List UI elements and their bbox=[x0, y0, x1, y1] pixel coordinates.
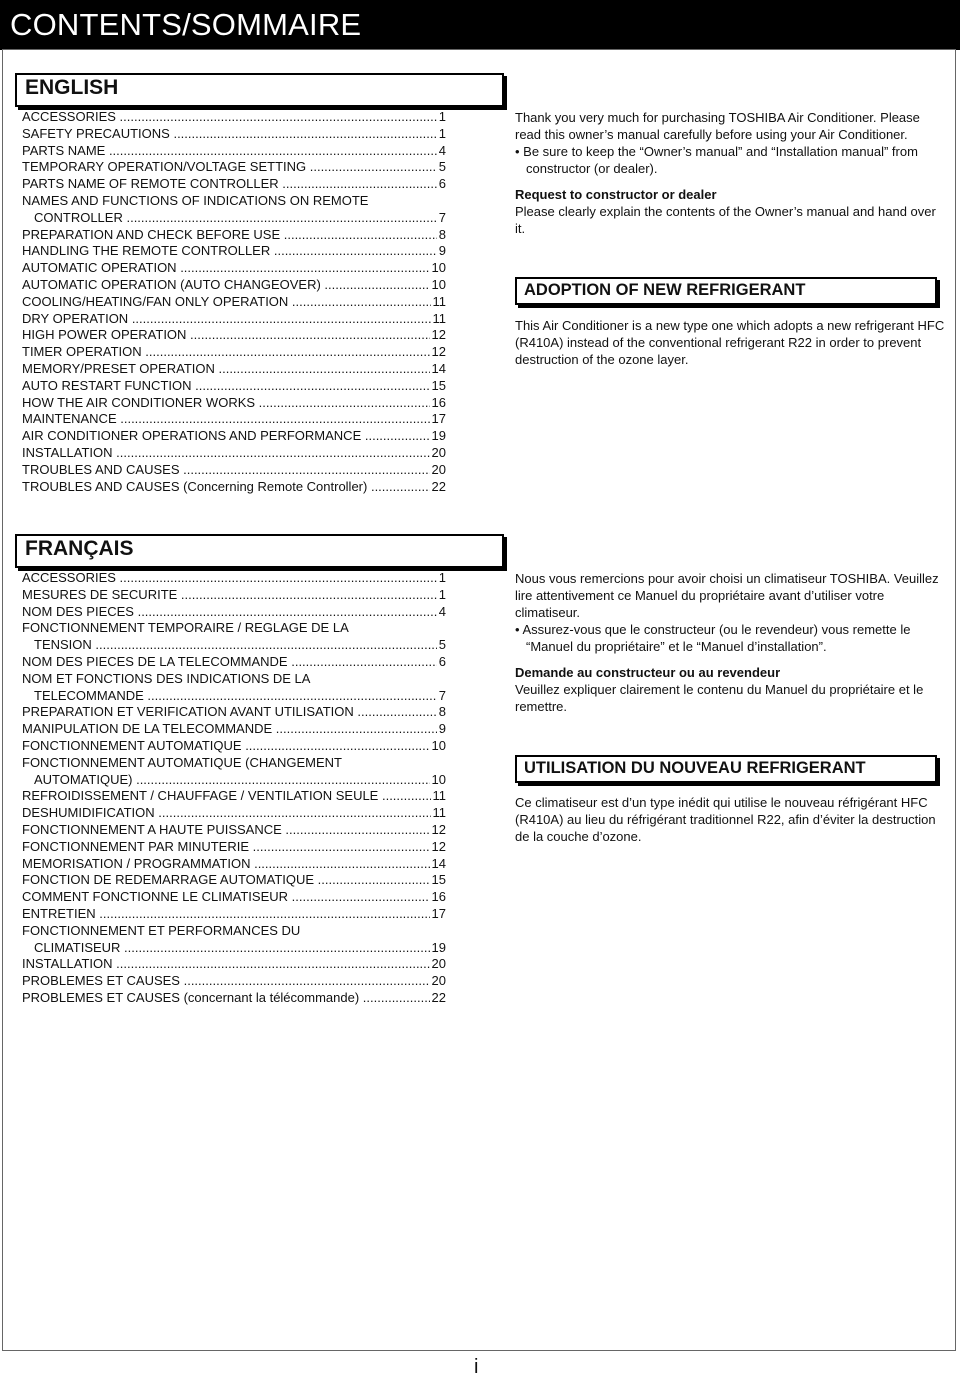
english-refrigerant-box bbox=[515, 277, 937, 305]
toc-entry-line1: FONCTIONNEMENT TEMPORAIRE / REGLAGE DE LA bbox=[22, 620, 349, 636]
toc-entry-page: 11 bbox=[432, 310, 446, 326]
toc-entry-title: ACCESSORIES ..... bbox=[22, 109, 437, 126]
toc-entry bbox=[22, 260, 446, 277]
toc-entry bbox=[22, 637, 446, 654]
toc-entry bbox=[22, 906, 446, 923]
toc-entry-title: PROBLEMES ET CAUSES ..... bbox=[22, 973, 430, 990]
toc-entry-title: NOM DES PIECES DE LA TELECOMMANDE ..... bbox=[22, 654, 437, 671]
toc-entry-page: 20 bbox=[431, 444, 446, 460]
english-heading: ENGLISH bbox=[25, 76, 119, 99]
page-title: CONTENTS/SOMMAIRE bbox=[10, 7, 362, 42]
toc-entry-page: 7 bbox=[438, 687, 446, 703]
toc-entry-title: FONCTIONNEMENT PAR MINUTERIE ..... bbox=[22, 839, 430, 856]
page-title-bar bbox=[0, 0, 960, 50]
french-box-title: UTILISATION DU NOUVEAU REFRIGERANT bbox=[524, 759, 866, 777]
toc-entry-title: TENSION ..... bbox=[34, 637, 437, 654]
toc-entry-page: 19 bbox=[431, 939, 446, 955]
toc-entry-page: 10 bbox=[431, 737, 446, 753]
toc-entry bbox=[22, 294, 446, 311]
toc-entry-title: FONCTIONNEMENT A HAUTE PUISSANCE ..... bbox=[22, 822, 430, 839]
toc-entry-line1: NOM ET FONCTIONS DES INDICATIONS DE LA bbox=[22, 670, 311, 686]
toc-entry-title: MESURES DE SECURITE ..... bbox=[22, 587, 437, 604]
toc-entry bbox=[22, 126, 446, 143]
toc-entry-page: 1 bbox=[438, 570, 446, 585]
toc-entry-page: 22 bbox=[431, 989, 446, 1005]
toc-entry bbox=[22, 159, 446, 176]
toc-entry bbox=[22, 805, 446, 822]
toc-entry bbox=[22, 704, 446, 721]
toc-entry-title: HIGH POWER OPERATION ..... bbox=[22, 327, 430, 344]
toc-entry-title: TEMPORARY OPERATION/VOLTAGE SETTING ..... bbox=[22, 159, 437, 176]
toc-entry-page: 1 bbox=[438, 586, 446, 602]
english-request-heading: Request to constructor or dealer bbox=[515, 187, 717, 202]
toc-entry-title: MAINTENANCE ..... bbox=[22, 411, 430, 428]
toc-entry-page: 11 bbox=[432, 788, 446, 804]
toc-entry-line1: NAMES AND FUNCTIONS OF INDICATIONS ON REMOTE bbox=[22, 192, 369, 208]
toc-entry bbox=[22, 721, 446, 738]
toc-entry-title: INSTALLATION ..... bbox=[22, 956, 430, 973]
toc-entry-page: 15 bbox=[431, 377, 446, 393]
toc-entry-page: 6 bbox=[438, 176, 446, 192]
toc-entry bbox=[22, 738, 446, 755]
english-request-text: Please clearly explain the contents of the Owner’s manual and hand over it. bbox=[515, 204, 936, 236]
toc-entry-title: COMMENT FONCTIONNE LE CLIMATISEUR ..... bbox=[22, 889, 430, 906]
toc-entry-page: 11 bbox=[432, 805, 446, 821]
french-box-text: Ce climatiseur est d’un type inédit qui utilise le nouveau réfrigérant HFC (R410A) au lieu du réfrigérant traditionnel R22, afin d’éviter la destruction de la couche d’ozone. bbox=[515, 795, 936, 844]
toc-entry bbox=[22, 872, 446, 889]
toc-entry-page: 17 bbox=[431, 905, 446, 921]
toc-entry bbox=[22, 822, 446, 839]
toc-entry bbox=[22, 654, 446, 671]
toc-entry-title: MEMORY/PRESET OPERATION ..... bbox=[22, 361, 430, 378]
toc-entry-page: 1 bbox=[438, 125, 446, 141]
toc-entry-page: 16 bbox=[431, 889, 446, 905]
toc-entry-title: ACCESSORIES ..... bbox=[22, 570, 437, 587]
toc-entry-page: 14 bbox=[431, 855, 446, 871]
toc-entry-title: DRY OPERATION ..... bbox=[22, 311, 431, 328]
english-heading-box bbox=[15, 73, 504, 107]
toc-entry-page: 6 bbox=[438, 653, 446, 669]
toc-entry-page: 17 bbox=[431, 411, 446, 427]
toc-entry-title: NOM DES PIECES ..... bbox=[22, 604, 437, 621]
toc-entry bbox=[22, 788, 446, 805]
toc-entry bbox=[22, 344, 446, 361]
toc-entry-title: AIR CONDITIONER OPERATIONS AND PERFORMANCE ..... bbox=[22, 428, 430, 445]
page-number: i bbox=[474, 1356, 479, 1378]
toc-entry bbox=[22, 327, 446, 344]
toc-entry-page: 11 bbox=[432, 293, 446, 309]
toc-entry bbox=[22, 688, 446, 705]
toc-entry-page: 14 bbox=[431, 360, 446, 376]
toc-entry-page: 15 bbox=[431, 872, 446, 888]
toc-entry bbox=[22, 176, 446, 193]
toc-entry-page: 10 bbox=[431, 771, 446, 787]
toc-entry-title: AUTOMATIQUE) ..... bbox=[34, 772, 430, 789]
toc-entry bbox=[22, 990, 446, 1007]
toc-entry-page: 12 bbox=[431, 327, 446, 343]
toc-entry bbox=[22, 462, 446, 479]
toc-entry bbox=[22, 210, 446, 227]
toc-entry bbox=[22, 973, 446, 990]
toc-entry-title: MANIPULATION DE LA TELECOMMANDE ..... bbox=[22, 721, 437, 738]
french-heading: FRANÇAIS bbox=[25, 537, 134, 560]
toc-entry-title: CONTROLLER ..... bbox=[34, 210, 437, 227]
toc-entry-page: 20 bbox=[431, 956, 446, 972]
toc-entry-title: FONCTIONNEMENT AUTOMATIQUE ..... bbox=[22, 738, 430, 755]
toc-entry-page: 1 bbox=[438, 109, 446, 124]
toc-entry bbox=[22, 839, 446, 856]
toc-entry-title: AUTOMATIC OPERATION (AUTO CHANGEOVER) ..... bbox=[22, 277, 430, 294]
english-bullet: • Be sure to keep the “Owner’s manual” and “Installation manual” from constructor (or dealer). bbox=[515, 144, 918, 176]
toc-entry bbox=[22, 956, 446, 973]
french-refrigerant-box bbox=[515, 755, 937, 783]
toc-entry bbox=[22, 227, 446, 244]
toc-entry-page: 5 bbox=[438, 637, 446, 653]
toc-entry bbox=[22, 479, 446, 496]
toc-entry-title: REFROIDISSEMENT / CHAUFFAGE / VENTILATION SEULE ..... bbox=[22, 788, 431, 805]
english-box-text: This Air Conditioner is a new type one which adopts a new refrigerant HFC (R410A) instead of the conventional refrigerant R22 in order to prevent destruction of the ozone layer. bbox=[515, 318, 945, 367]
toc-entry bbox=[22, 361, 446, 378]
toc-entry-title: DESHUMIDIFICATION ..... bbox=[22, 805, 431, 822]
toc-entry-title: INSTALLATION ..... bbox=[22, 445, 430, 462]
toc-entry-title: COOLING/HEATING/FAN ONLY OPERATION ..... bbox=[22, 294, 431, 311]
french-refrigerant-text-column bbox=[515, 794, 945, 845]
toc-entry bbox=[22, 856, 446, 873]
toc-entry-title: ENTRETIEN ..... bbox=[22, 906, 430, 923]
toc-entry bbox=[22, 378, 446, 395]
english-intro: Thank you very much for purchasing TOSHIBA Air Conditioner. Please read this owner’s manual carefully before using your Air Conditioner. bbox=[515, 110, 920, 142]
toc-entry-page: 8 bbox=[438, 226, 446, 242]
toc-entry bbox=[22, 143, 446, 160]
toc-entry-page: 12 bbox=[431, 838, 446, 854]
toc-entry-title: MEMORISATION / PROGRAMMATION ..... bbox=[22, 856, 430, 873]
toc-entry bbox=[22, 940, 446, 957]
french-intro: Nous vous remercions pour avoir choisi un climatiseur TOSHIBA. Veuillez lire attentivement ce Manuel du propriétaire avant d’utiliser votre climatiseur. bbox=[515, 571, 939, 620]
toc-entry-page: 4 bbox=[438, 142, 446, 158]
toc-entry-line1: FONCTIONNEMENT AUTOMATIQUE (CHANGEMENT bbox=[22, 754, 342, 770]
toc-entry bbox=[22, 889, 446, 906]
toc-entry-page: 19 bbox=[431, 428, 446, 444]
english-box-title: ADOPTION OF NEW REFRIGERANT bbox=[524, 281, 806, 299]
toc-entry-title: PREPARATION AND CHECK BEFORE USE ..... bbox=[22, 227, 437, 244]
toc-entry-page: 10 bbox=[431, 276, 446, 292]
toc-entry-title: AUTO RESTART FUNCTION ..... bbox=[22, 378, 430, 395]
toc-entry bbox=[22, 570, 446, 587]
toc-entry bbox=[22, 109, 446, 126]
toc-entry bbox=[22, 311, 446, 328]
english-refrigerant-text-column bbox=[515, 317, 945, 368]
toc-entry bbox=[22, 587, 446, 604]
toc-entry-page: 22 bbox=[431, 478, 446, 494]
toc-entry-title: PARTS NAME OF REMOTE CONTROLLER ..... bbox=[22, 176, 437, 193]
toc-entry-page: 9 bbox=[438, 721, 446, 737]
toc-entry-page: 12 bbox=[431, 821, 446, 837]
toc-entry bbox=[22, 277, 446, 294]
toc-entry-title: SAFETY PRECAUTIONS ..... bbox=[22, 126, 437, 143]
toc-entry-title: PARTS NAME ..... bbox=[22, 143, 437, 160]
toc-entry-line1: FONCTIONNEMENT ET PERFORMANCES DU bbox=[22, 922, 301, 938]
toc-entry-page: 20 bbox=[431, 461, 446, 477]
toc-entry-title: PREPARATION ET VERIFICATION AVANT UTILISATION ..... bbox=[22, 704, 437, 721]
english-toc bbox=[22, 109, 446, 495]
toc-entry-title: AUTOMATIC OPERATION ..... bbox=[22, 260, 430, 277]
toc-entry-title: HOW THE AIR CONDITIONER WORKS ..... bbox=[22, 395, 430, 412]
toc-entry-title: PROBLEMES ET CAUSES (concernant la télécommande) ..... bbox=[22, 990, 430, 1007]
french-bullet: • Assurez-vous que le constructeur (ou le revendeur) vous remette le “Manuel du propriétaire” et le “Manuel d’installation”. bbox=[515, 622, 911, 654]
toc-entry bbox=[22, 395, 446, 412]
toc-entry-page: 4 bbox=[438, 603, 446, 619]
toc-entry-title: CLIMATISEUR ..... bbox=[34, 940, 430, 957]
toc-entry-title: TROUBLES AND CAUSES (Concerning Remote Controller) ..... bbox=[22, 479, 430, 496]
french-intro-column bbox=[515, 570, 945, 715]
toc-entry-page: 20 bbox=[431, 973, 446, 989]
english-intro-column bbox=[515, 109, 945, 237]
toc-entry-title: TIMER OPERATION ..... bbox=[22, 344, 430, 361]
french-toc bbox=[22, 570, 446, 1007]
toc-entry-page: 9 bbox=[438, 243, 446, 259]
toc-entry bbox=[22, 428, 446, 445]
toc-entry-page: 8 bbox=[438, 704, 446, 720]
toc-entry bbox=[22, 445, 446, 462]
toc-entry bbox=[22, 243, 446, 260]
toc-entry-page: 12 bbox=[431, 344, 446, 360]
toc-entry bbox=[22, 772, 446, 789]
french-heading-box bbox=[15, 534, 504, 568]
toc-entry-page: 16 bbox=[431, 394, 446, 410]
toc-entry-page: 5 bbox=[438, 159, 446, 175]
toc-entry bbox=[22, 604, 446, 621]
toc-entry-title: FONCTION DE REDEMARRAGE AUTOMATIQUE ..... bbox=[22, 872, 430, 889]
toc-entry bbox=[22, 411, 446, 428]
french-request-heading: Demande au constructeur ou au revendeur bbox=[515, 665, 781, 680]
toc-entry-page: 7 bbox=[438, 209, 446, 225]
french-request-text: Veuillez expliquer clairement le contenu du Manuel du propriétaire et le remettre. bbox=[515, 682, 924, 714]
toc-entry-page: 10 bbox=[431, 260, 446, 276]
toc-entry-title: HANDLING THE REMOTE CONTROLLER ..... bbox=[22, 243, 437, 260]
toc-entry-title: TROUBLES AND CAUSES ..... bbox=[22, 462, 430, 479]
toc-entry-title: TELECOMMANDE ..... bbox=[34, 688, 437, 705]
